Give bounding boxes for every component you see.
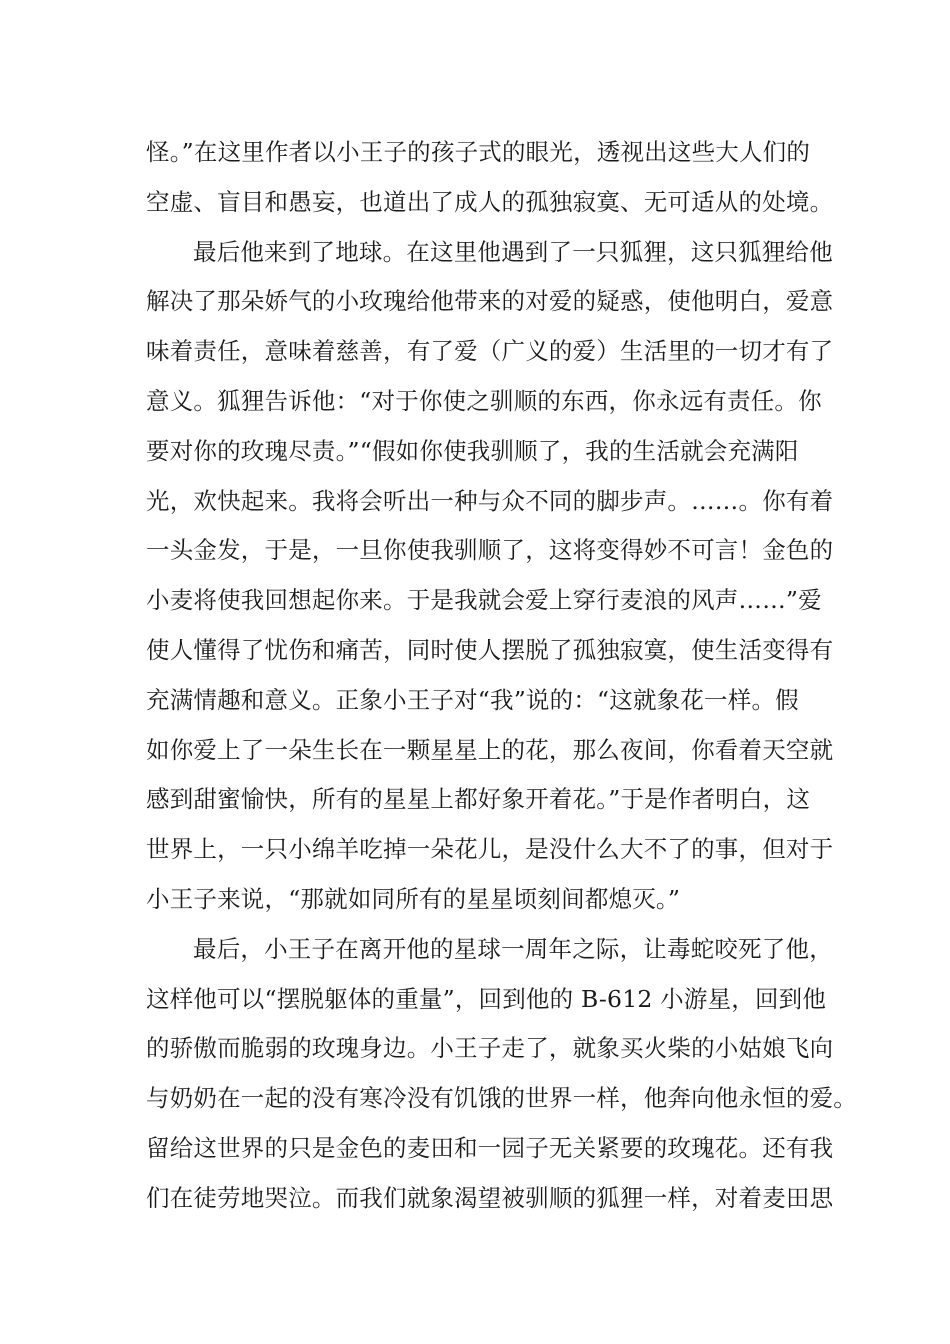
body-text [146,132,857,1228]
text-line-14: 感到甜蜜愉快，所有的星星上都好象开着花。”于是作者明白，这 [146,785,811,814]
text-line-3: 最后他来到了地球。在这里他遇到了一只狐狸，这只狐狸给他 [193,237,833,266]
text-line-13: 如你爱上了一朵生长在一颗星星上的花，那么夜间，你看着天空就 [146,735,834,764]
text-line-7: 要对你的玫瑰尽责。”“假如你使我驯顺了，我的生活就会充满阳 [146,436,799,465]
text-line-11: 使人懂得了忧伤和痛苦，同时使人摆脱了孤独寂寞，使生活变得有 [146,635,834,664]
text-line-18: 这样他可以“摆脱躯体的重量”，回到他的 B-612 小游星，回到他 [146,984,827,1013]
text-line-22: 们在徒劳地哭泣。而我们就象渴望被驯顺的狐狸一样，对着麦田思 [146,1183,834,1212]
text-line-12: 充满情趣和意义。正象小王子对“我”说的：“这就象花一样。假 [146,685,799,714]
text-line-4: 解决了那朵娇气的小玫瑰给他带来的对爱的疑惑，使他明白，爱意 [146,287,834,316]
text-line-5: 味着责任，意味着慈善，有了爱（广义的爱）生活里的一切才有了 [146,337,834,366]
text-line-17: 最后，小王子在离开他的星球一周年之际，让毒蛇咬死了他， [193,934,833,963]
text-line-9: 一头金发，于是，一旦你使我驯顺了，这将变得妙不可言！金色的 [146,536,834,565]
text-line-2: 空虚、盲目和愚妄，也道出了成人的孤独寂寞、无可适从的处境。 [146,187,834,216]
text-line-6: 意义。狐狸告诉他：“对于你使之驯顺的东西，你永远有责任。你 [146,386,822,415]
text-line-21: 留给这世界的只是金色的麦田和一园子无关紧要的玫瑰花。还有我 [146,1133,834,1162]
text-line-16: 小王子来说，“那就如同所有的星星顷刻间都熄灭。” [146,884,681,913]
text-line-10: 小麦将使我回想起你来。于是我就会爱上穿行麦浪的风声……”爱 [146,586,822,615]
text-line-19: 的骄傲而脆弱的玫瑰身边。小王子走了，就象买火柴的小姑娘飞向 [146,1034,834,1063]
text-line-20: 与奶奶在一起的没有寒冷没有饥饿的世界一样，他奔向他永恒的爱。 [146,1084,857,1113]
text-line-8: 光，欢快起来。我将会听出一种与众不同的脚步声。……。你有着 [146,486,834,515]
text-line-15: 世界上，一只小绵羊吃掉一朵花儿，是没什么大不了的事，但对于 [146,835,834,864]
text-line-1: 怪。”在这里作者以小王子的孩子式的眼光，透视出这些大人们的 [146,138,811,166]
